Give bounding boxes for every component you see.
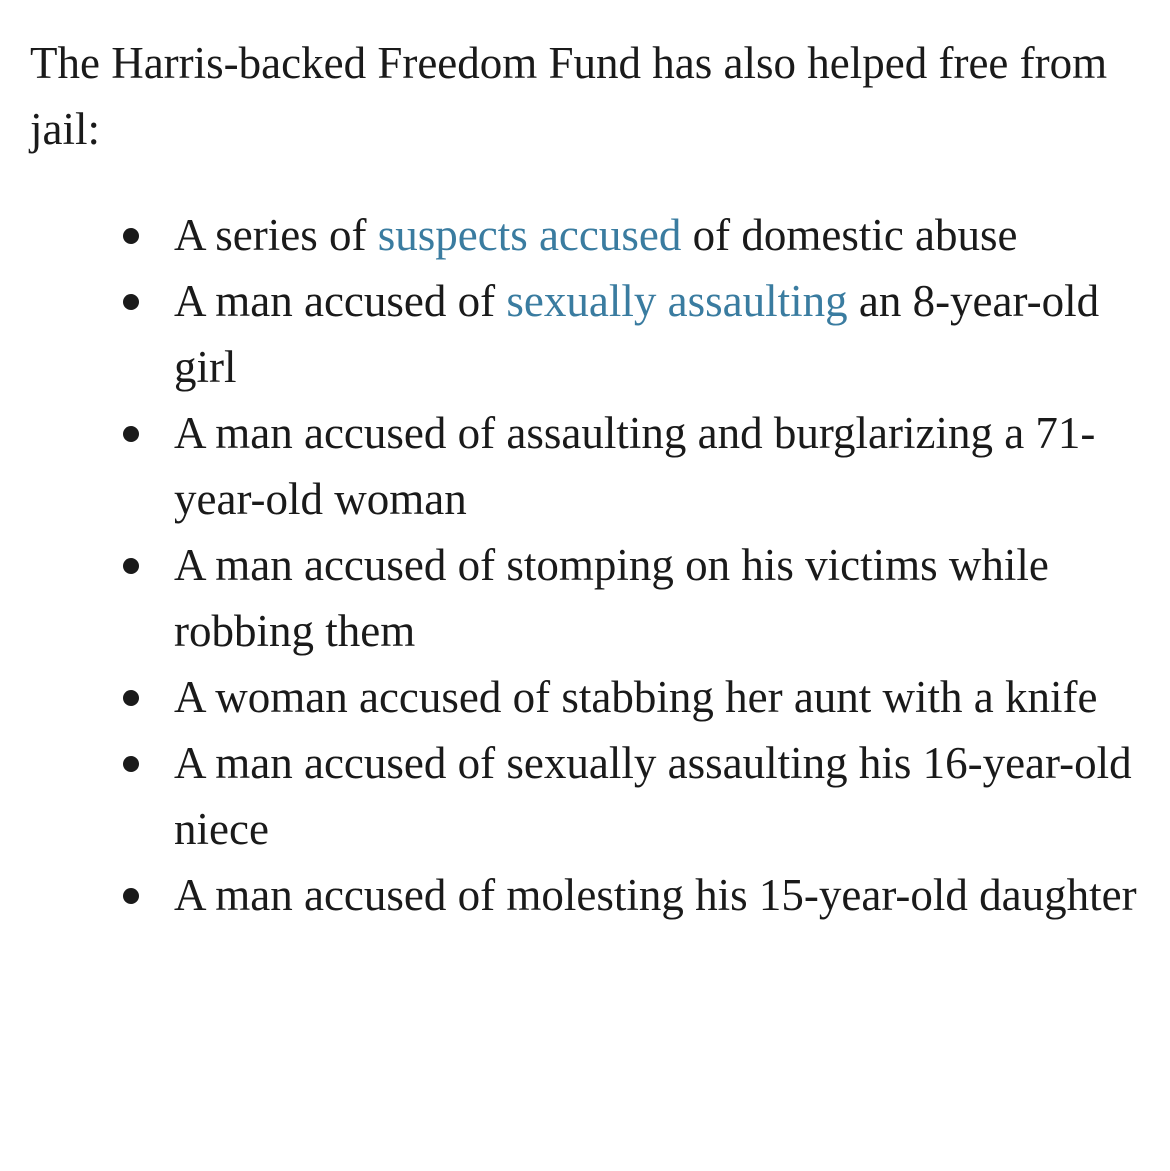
item-text: A man accused of molesting his 15-year-old daughter [174,870,1137,920]
list-item [30,400,1150,532]
bullet-icon [123,294,139,310]
suspects-accused-link[interactable]: suspects accused [377,210,682,260]
list-item [30,268,1150,400]
item-text: A woman accused of stabbing her aunt with a knife [174,672,1098,722]
item-text: A man accused of sexually assaulting his 16-year-old niece [174,738,1132,854]
list-item [30,202,1150,268]
bullet-icon [123,228,139,244]
article-body [30,30,1150,928]
sexually-assaulting-link[interactable]: sexually assaulting [506,276,848,326]
item-text: of domestic abuse [681,210,1018,260]
list-item [30,664,1150,730]
list-item [30,532,1150,664]
bullet-icon [123,690,139,706]
intro-paragraph: The Harris-backed Freedom Fund has also helped free from jail: [30,38,1108,154]
list-item [30,862,1150,928]
bullet-icon [123,558,139,574]
bullet-list [30,202,1150,928]
item-text: A man accused of [174,276,507,326]
bullet-icon [123,426,139,442]
item-text: an 8-year-old girl [174,276,1100,392]
list-item [30,730,1150,862]
bullet-icon [123,756,139,772]
item-text: A man accused of stomping on his victims while robbing them [174,540,1049,656]
item-text: A series of [174,210,378,260]
item-text: A man accused of assaulting and burglarizing a 71-year-old woman [174,408,1096,524]
bullet-icon [123,888,139,904]
